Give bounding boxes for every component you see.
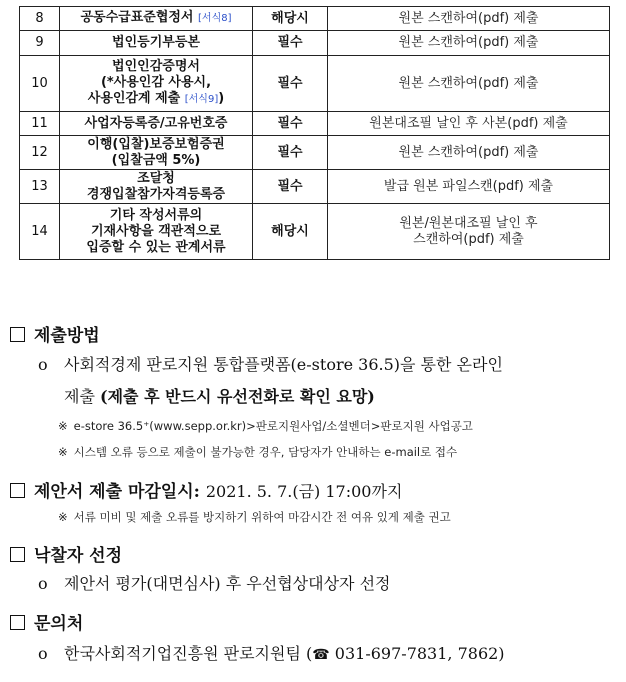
cell-submission-method: 원본대조필 날인 후 사본(pdf) 제출 xyxy=(328,112,610,136)
form-reference: [서식9] xyxy=(184,94,219,105)
submission-method-heading: 제출방법 xyxy=(10,321,100,346)
table-row xyxy=(20,7,610,31)
contact-heading: 문의처 xyxy=(10,609,83,634)
table-row xyxy=(20,56,610,112)
cell-requirement: 필수 xyxy=(253,170,328,204)
cell-document-name: 조달청 경쟁입찰참가자격등록증 xyxy=(60,170,253,204)
table-row xyxy=(20,112,610,136)
cell-no: 12 xyxy=(20,136,60,170)
table-row xyxy=(20,170,610,204)
cell-requirement: 필수 xyxy=(253,56,328,112)
form-reference: [서식8] xyxy=(198,13,232,24)
cell-requirement: 필수 xyxy=(253,31,328,56)
cell-requirement: 필수 xyxy=(253,136,328,170)
submission-note-url: ※ e-store 36.5⁺(www.sepp.or.kr)>판로지원사업/소셜벤더>판로지원 사업공고 xyxy=(58,419,473,433)
checkbox-square-icon xyxy=(10,327,25,342)
table-row xyxy=(20,31,610,56)
telephone-icon: ☎ xyxy=(312,647,330,663)
cell-requirement: 해당시 xyxy=(253,204,328,260)
cell-no: 13 xyxy=(20,170,60,204)
contact-bullet: o 한국사회적기업진흥원 판로지원팀 (☎ 031-697-7831, 7862) xyxy=(38,644,505,663)
cell-submission-method: 발급 원본 파일스캔(pdf) 제출 xyxy=(328,170,610,204)
checkbox-square-icon xyxy=(10,483,25,498)
cell-requirement: 필수 xyxy=(253,112,328,136)
cell-document-name: 기타 작성서류의 기재사항을 객관적으로 입증할 수 있는 관계서류 xyxy=(60,204,253,260)
cell-document-name: 법인인감증명서 (*사용인감 사용시, 사용인감계 제출 [서식9]) xyxy=(60,56,253,112)
submission-bullet: o 사회적경제 판로지원 통합플랫폼(e-store 36.5)을 통한 온라인 xyxy=(38,355,503,374)
checkbox-square-icon xyxy=(10,615,25,630)
cell-document-name: 사업자등록증/고유번호증 xyxy=(60,112,253,136)
submission-note-email: ※ 시스템 오류 등으로 제출이 불가능한 경우, 담당자가 안내하는 e-mail로 접수 xyxy=(58,445,458,459)
deadline-heading: 제안서 제출 마감일시: 2021. 5. 7.(금) 17:00까지 xyxy=(10,477,402,502)
cell-no: 10 xyxy=(20,56,60,112)
cell-submission-method: 원본 스캔하여(pdf) 제출 xyxy=(328,56,610,112)
submission-bullet-cont: 제출 (제출 후 반드시 유선전화로 확인 요망) xyxy=(64,387,375,406)
cell-requirement: 해당시 xyxy=(253,7,328,31)
selection-bullet: o 제안서 평가(대면심사) 후 우선협상대상자 선정 xyxy=(38,574,391,593)
cell-submission-method: 원본 스캔하여(pdf) 제출 xyxy=(328,31,610,56)
checkbox-square-icon xyxy=(10,547,25,562)
cell-no: 8 xyxy=(20,7,60,31)
cell-submission-method: 원본/원본대조필 날인 후 스캔하여(pdf) 제출 xyxy=(328,204,610,260)
selection-heading: 낙찰자 선정 xyxy=(10,541,122,566)
table-row xyxy=(20,204,610,260)
deadline-note: ※ 서류 미비 및 제출 오류를 방지하기 위하여 마감시간 전 여유 있게 제출 권고 xyxy=(58,510,451,524)
required-documents-table xyxy=(19,6,610,260)
cell-document-name: 법인등기부등본 xyxy=(60,31,253,56)
cell-document-name: 이행(입찰)보증보험증권 (입찰금액 5%) xyxy=(60,136,253,170)
deadline-value: 2021. 5. 7.(금) 17:00까지 xyxy=(205,482,403,501)
cell-submission-method: 원본 스캔하여(pdf) 제출 xyxy=(328,7,610,31)
cell-no: 9 xyxy=(20,31,60,56)
cell-no: 11 xyxy=(20,112,60,136)
cell-document-name: 공동수급표준협정서 [서식8] xyxy=(60,7,253,31)
confirm-phone-emphasis: (제출 후 반드시 유선전화로 확인 요망) xyxy=(100,387,375,406)
cell-no: 14 xyxy=(20,204,60,260)
table-row xyxy=(20,136,610,170)
cell-submission-method: 원본 스캔하여(pdf) 제출 xyxy=(328,136,610,170)
